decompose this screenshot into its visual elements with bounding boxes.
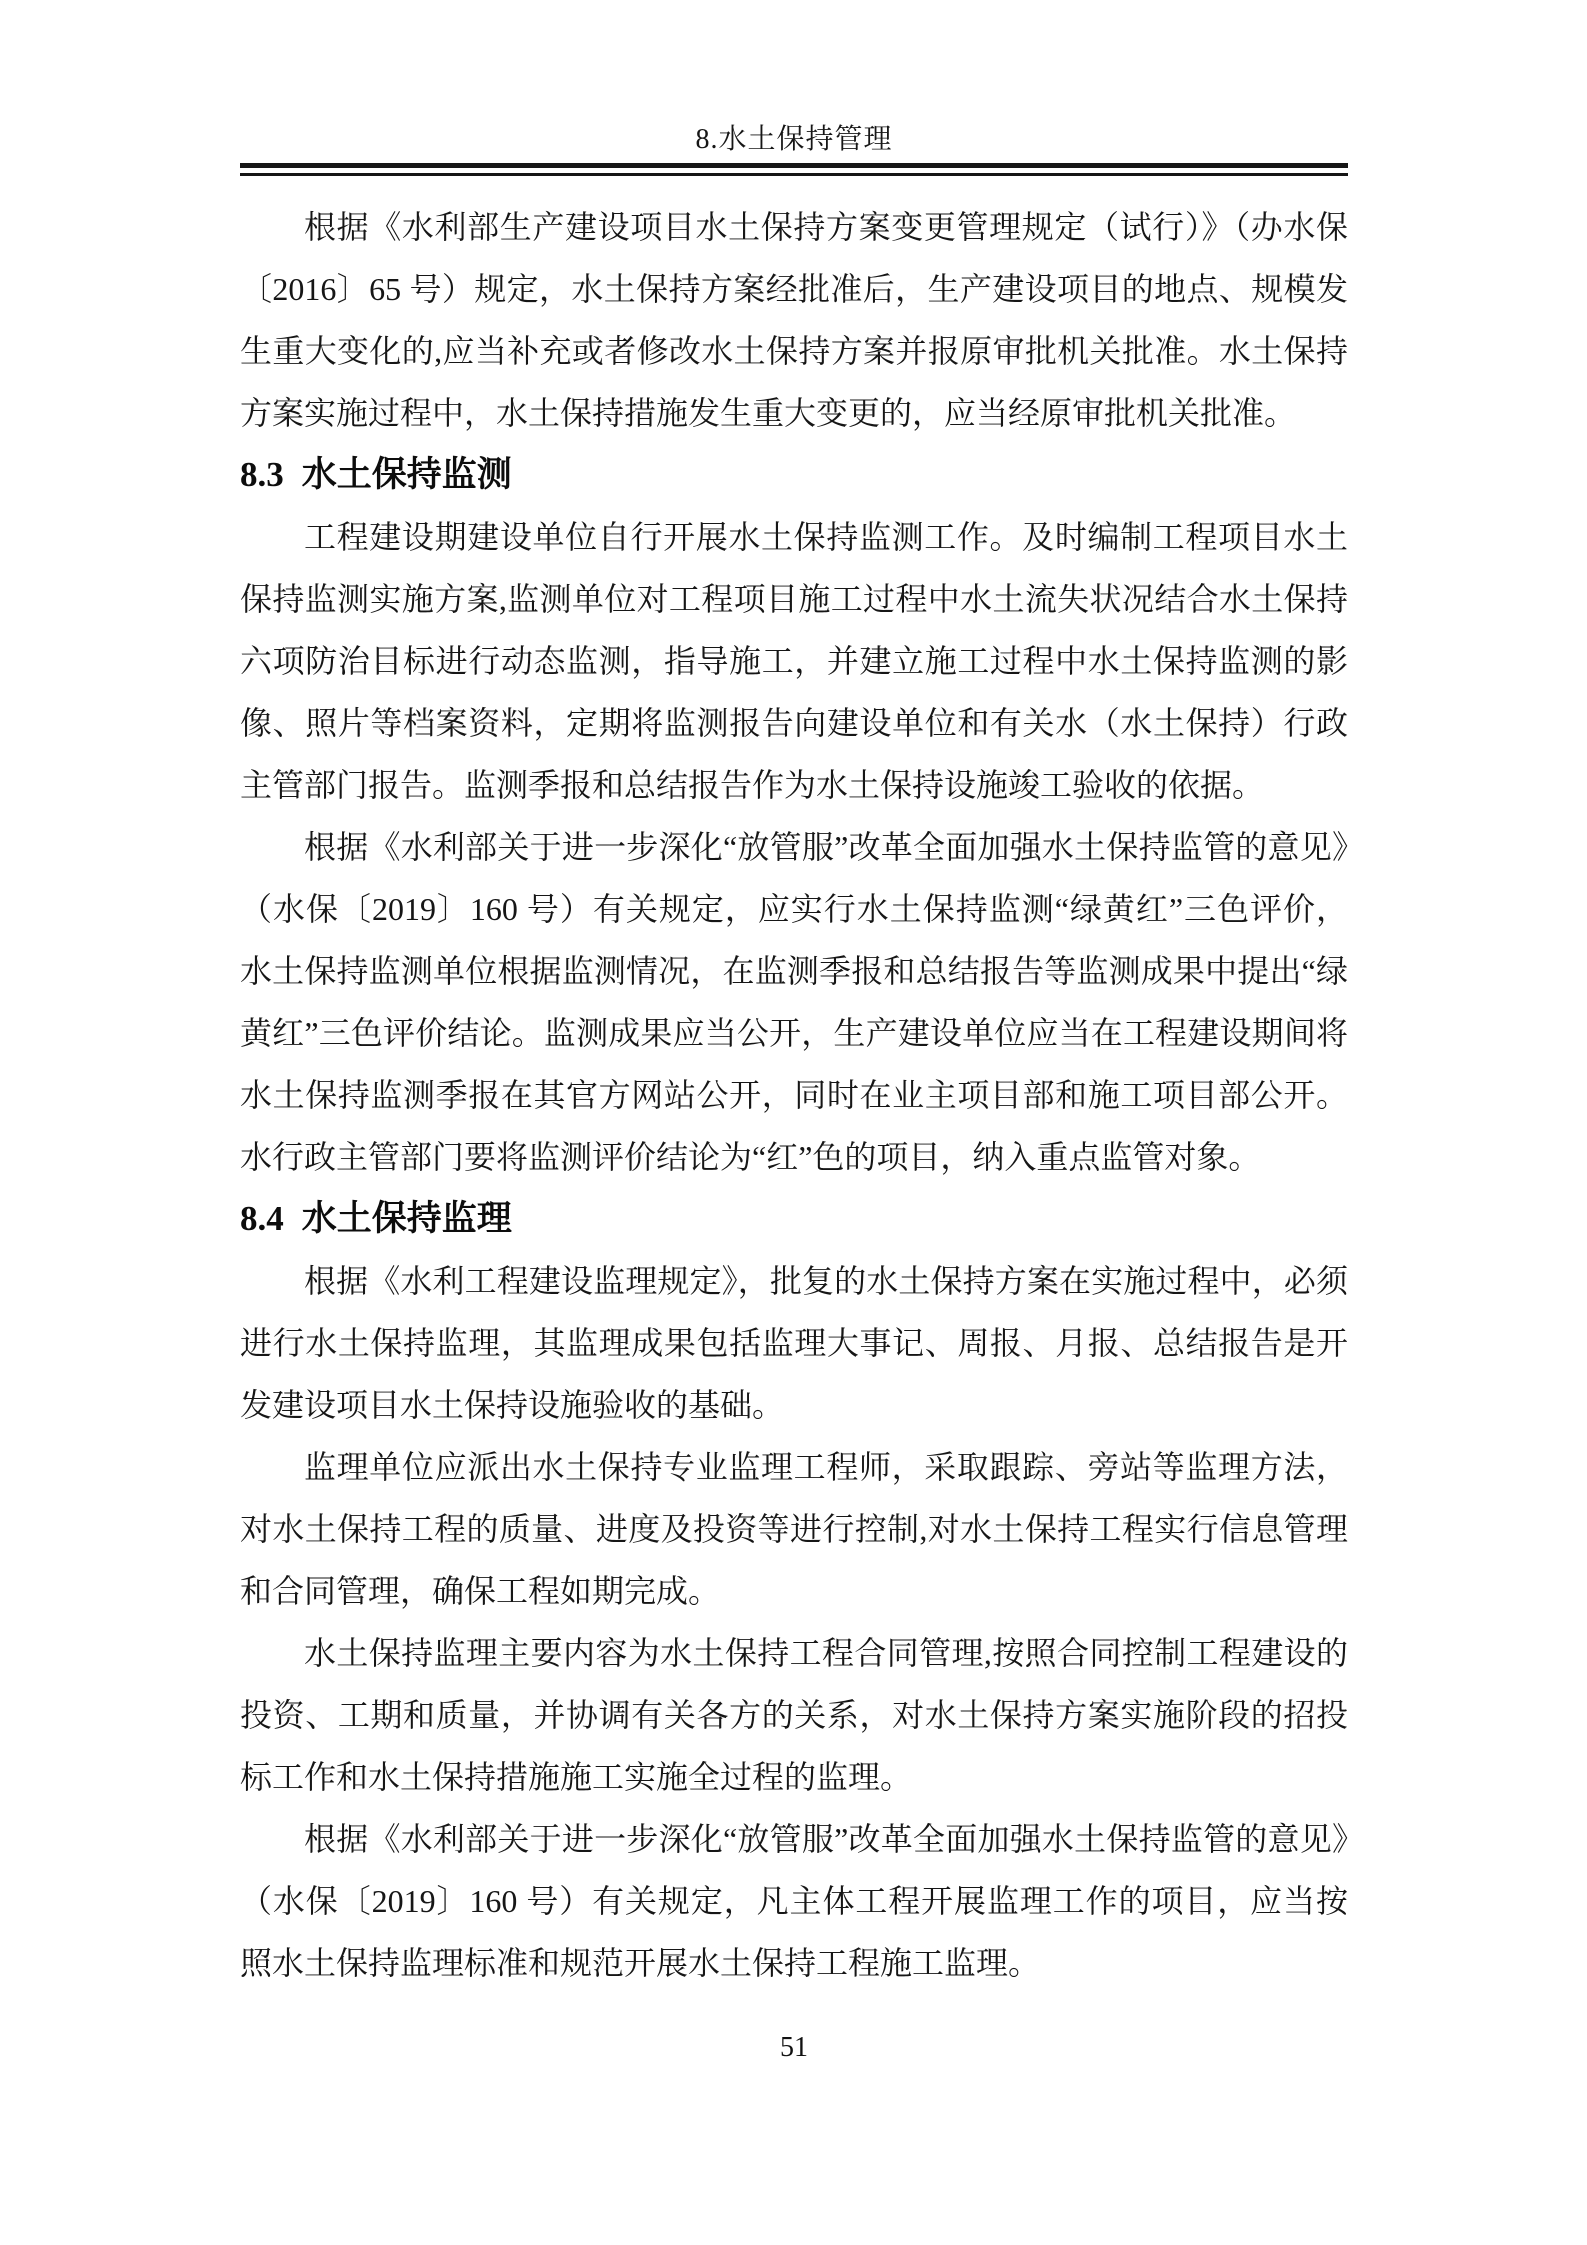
section-title: 水土保持监测 xyxy=(301,455,512,494)
section-title: 水土保持监理 xyxy=(301,1199,512,1238)
section-heading-8-3 xyxy=(240,444,1348,506)
running-header-title: 8.水土保持管理 xyxy=(695,124,893,155)
paragraph: 水土保持监理主要内容为水土保持工程合同管理,按照合同控制工程建设的投资、工期和质量，并协调有关各方的关系，对水土保持方案实施阶段的招投标工作和水土保持措施施工实施全过程的监理。 xyxy=(240,1635,1348,1795)
paragraph: 监理单位应派出水土保持专业监理工程师，采取跟踪、旁站等监理方法，对水土保持工程的质量、进度及投资等进行控制,对水土保持工程实行信息管理和合同管理，确保工程如期完成。 xyxy=(240,1449,1348,1609)
paragraph-intro: 根据《水利部生产建设项目水土保持方案变更管理规定（试行）》（办水保〔2016〕65 号）规定，水土保持方案经批准后，生产建设项目的地点、规模发生重大变化的,应当补充或者修改水土保持方案并报原审批机关批准。水土保持方案实施过程中，水土保持措施发生重大变更的，应当经原审批机关批准。 xyxy=(240,209,1348,431)
header-double-rule xyxy=(240,163,1348,176)
section-number: 8.4 xyxy=(240,1199,284,1238)
paragraph: 根据《水利部关于进一步深化“放管服”改革全面加强水土保持监管的意见》（水保〔2019〕160 号）有关规定，凡主体工程开展监理工作的项目，应当按照水土保持监理标准和规范开展水土保持工程施工监理。 xyxy=(240,1821,1348,1981)
paragraph: 根据《水利部关于进一步深化“放管服”改革全面加强水土保持监管的意见》（水保〔2019〕160 号）有关规定，应实行水土保持监测“绿黄红”三色评价，水土保持监测单位根据监测情况，在监测季报和总结报告等监测成果中提出“绿黄红”三色评价结论。监测成果应当公开，生产建设单位应当在工程建设期间将水土保持监测季报在其官方网站公开，同时在业主项目部和施工项目部公开。水行政主管部门要将监测评价结论为“红”色的项目，纳入重点监管对象。 xyxy=(240,829,1348,1175)
section-heading-8-4 xyxy=(240,1188,1348,1250)
paragraph: 根据《水利工程建设监理规定》，批复的水土保持方案在实施过程中，必须进行水土保持监理，其监理成果包括监理大事记、周报、月报、总结报告是开发建设项目水土保持设施验收的基础。 xyxy=(240,1263,1348,1423)
page-number: 51 xyxy=(780,2032,808,2063)
paragraph: 工程建设期建设单位自行开展水土保持监测工作。及时编制工程项目水土保持监测实施方案,监测单位对工程项目施工过程中水土流失状况结合水土保持六项防治目标进行动态监测，指导施工，并建立施工过程中水土保持监测的影像、照片等档案资料，定期将监测报告向建设单位和有关水（水土保持）行政主管部门报告。监测季报和总结报告作为水土保持设施竣工验收的依据。 xyxy=(240,519,1348,803)
document-body xyxy=(240,196,1348,1994)
section-number: 8.3 xyxy=(240,455,284,494)
